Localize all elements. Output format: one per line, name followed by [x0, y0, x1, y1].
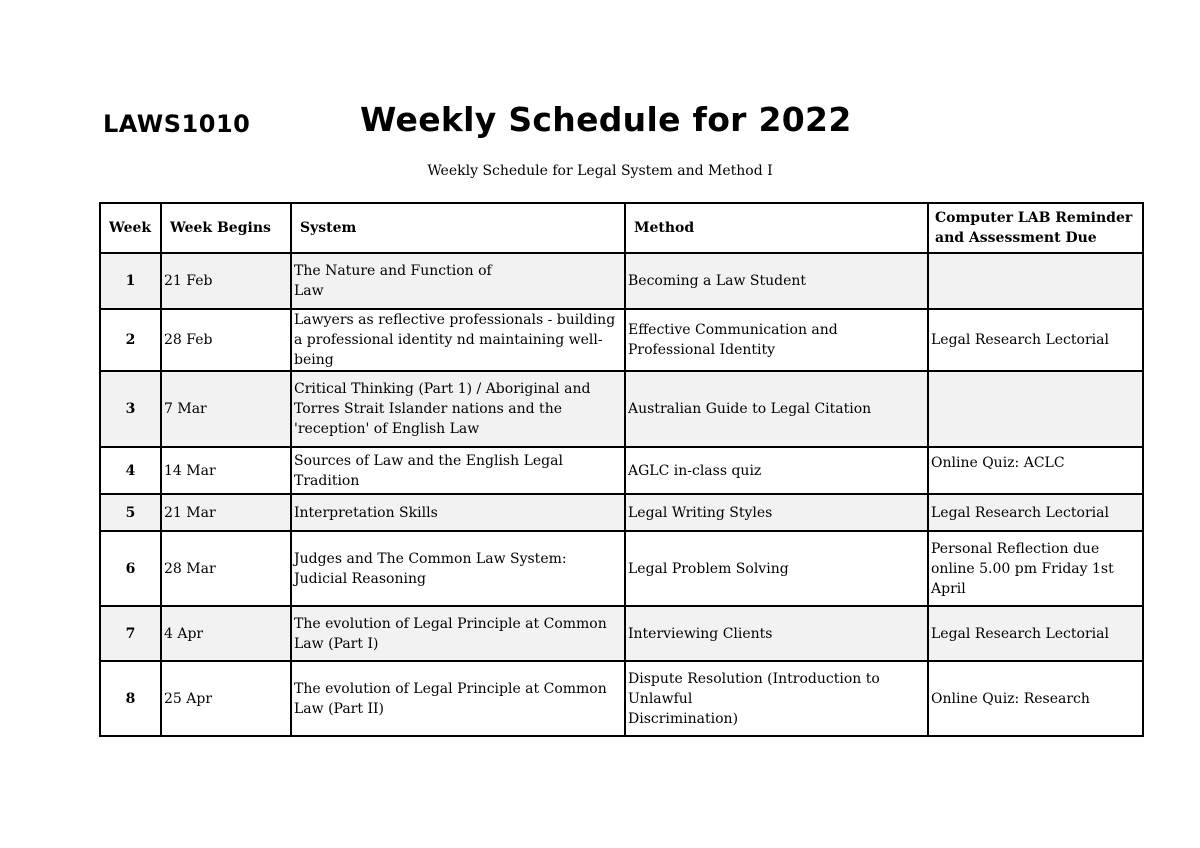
- course-code: LAWS1010: [103, 110, 251, 138]
- system-topic: Sources of Law and the English Legal Tradition: [291, 447, 625, 494]
- week-begins: 14 Mar: [161, 447, 291, 494]
- method-topic: Legal Problem Solving: [625, 531, 928, 606]
- week-number: 2: [100, 309, 161, 371]
- method-topic: Dispute Resolution (Introduction to Unlawful Discrimination): [625, 661, 928, 736]
- lab-reminder: Online Quiz: Research: [928, 661, 1143, 736]
- week-number: 7: [100, 606, 161, 661]
- week-begins: 25 Apr: [161, 661, 291, 736]
- week-number: 4: [100, 447, 161, 494]
- week-begins: 21 Feb: [161, 253, 291, 309]
- system-topic: Critical Thinking (Part 1) / Aboriginal and Torres Strait Islander nations and the 'reception' of English Law: [291, 371, 625, 447]
- column-header-lab-reminder: Computer LAB Reminder and Assessment Due: [928, 203, 1143, 253]
- method-topic: Becoming a Law Student: [625, 253, 928, 309]
- table-header-row: [100, 203, 1143, 253]
- table-row: [100, 494, 1143, 531]
- system-topic: Interpretation Skills: [291, 494, 625, 531]
- week-number: 3: [100, 371, 161, 447]
- schedule-table: [99, 202, 1144, 737]
- table-row: [100, 253, 1143, 309]
- lab-reminder: Legal Research Lectorial: [928, 309, 1143, 371]
- method-topic: Legal Writing Styles: [625, 494, 928, 531]
- table-row: [100, 531, 1143, 606]
- table-row: [100, 371, 1143, 447]
- week-number: 1: [100, 253, 161, 309]
- column-header-system: System: [291, 203, 625, 253]
- table-row: [100, 447, 1143, 494]
- table-row: [100, 309, 1143, 371]
- system-topic: Judges and The Common Law System: Judicial Reasoning: [291, 531, 625, 606]
- page-subtitle: Weekly Schedule for Legal System and Method I: [427, 163, 773, 179]
- method-topic: Interviewing Clients: [625, 606, 928, 661]
- column-header-method: Method: [625, 203, 928, 253]
- method-topic: Australian Guide to Legal Citation: [625, 371, 928, 447]
- lab-reminder: [928, 371, 1143, 447]
- lab-reminder: Online Quiz: ACLC: [928, 447, 1143, 494]
- week-number: 6: [100, 531, 161, 606]
- method-topic: Effective Communication and Professional Identity: [625, 309, 928, 371]
- week-begins: 21 Mar: [161, 494, 291, 531]
- week-begins: 4 Apr: [161, 606, 291, 661]
- system-topic: The evolution of Legal Principle at Common Law (Part I): [291, 606, 625, 661]
- lab-reminder: Personal Reflection due online 5.00 pm Friday 1st April: [928, 531, 1143, 606]
- system-topic: The evolution of Legal Principle at Common Law (Part II): [291, 661, 625, 736]
- system-topic: The Nature and Function of Law: [291, 253, 625, 309]
- week-begins: 28 Mar: [161, 531, 291, 606]
- page-title: Weekly Schedule for 2022: [360, 100, 852, 139]
- system-topic: Lawyers as reflective professionals - building a professional identity nd maintaining well-being: [291, 309, 625, 371]
- week-number: 8: [100, 661, 161, 736]
- column-header-week-begins: Week Begins: [161, 203, 291, 253]
- column-header-week: Week: [100, 203, 161, 253]
- method-topic: AGLC in-class quiz: [625, 447, 928, 494]
- lab-reminder: [928, 253, 1143, 309]
- week-begins: 28 Feb: [161, 309, 291, 371]
- lab-reminder: Legal Research Lectorial: [928, 606, 1143, 661]
- week-number: 5: [100, 494, 161, 531]
- table-row: [100, 606, 1143, 661]
- table-row: [100, 661, 1143, 736]
- lab-reminder: Legal Research Lectorial: [928, 494, 1143, 531]
- week-begins: 7 Mar: [161, 371, 291, 447]
